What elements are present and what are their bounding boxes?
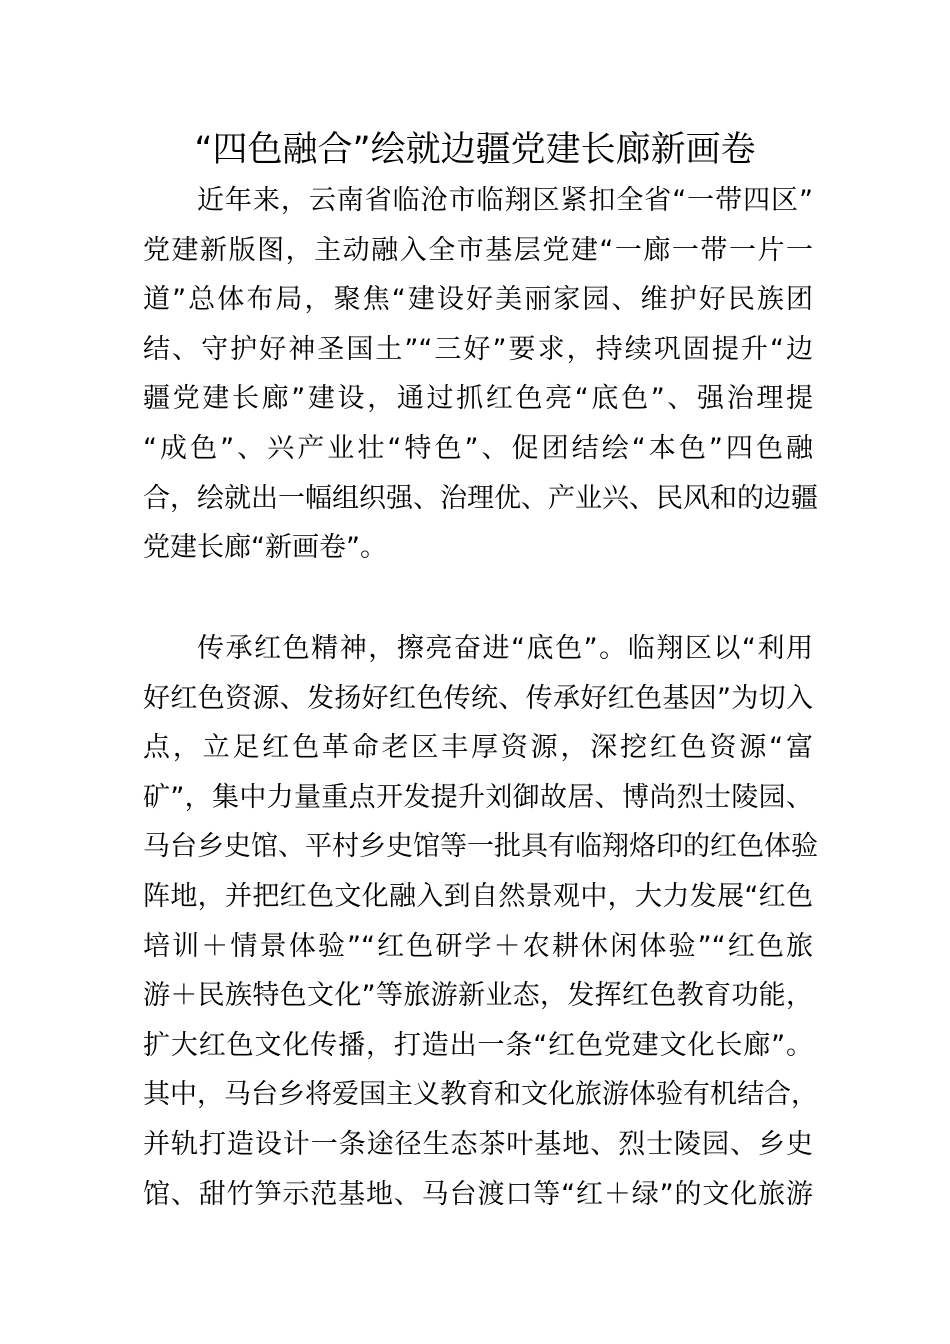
- text-line: 党建新版图，主动融入全市基层党建“一廊一带一片一: [143, 234, 813, 266]
- text-line: 道”总体布局，聚焦“建设好美丽家园、维护好民族团: [143, 284, 813, 316]
- text-line: 传承红色精神，擦亮奋进“底色”。临翔区以“利用: [197, 633, 813, 664]
- text-line: 好红色资源、发扬好红色传统、传承好红色基因”为切入: [143, 682, 813, 714]
- text-line: 其中，马台乡将爱国主义教育和文化旅游体验有机结合，: [143, 1079, 818, 1111]
- text-line: “成色”、兴产业壮“特色”、促团结绘“本色”四色融: [143, 432, 813, 464]
- text-line: 培训＋情景体验”“红色研学＋农耕休闲体验”“红色旅: [143, 930, 813, 962]
- text-line: 扩大红色文化传播，打造出一条“红色党建文化长廊”。: [143, 1029, 813, 1061]
- document-title: “四色融合”绘就边疆党建长廊新画卷: [194, 130, 756, 170]
- text-line: 阵地，并把红色文化融入到自然景观中，大力发展“红色: [143, 880, 813, 912]
- text-line: 马台乡史馆、平村乡史馆等一批具有临翔烙印的红色体验: [143, 831, 818, 863]
- text-line: 馆、甜竹笋示范基地、马台渡口等“红＋绿”的文化旅游: [143, 1178, 813, 1210]
- paragraph-intro: [143, 176, 818, 573]
- text-line: 合，绘就出一幅组织强、治理优、产业兴、民风和的边疆: [143, 482, 818, 514]
- text-line: 结、守护好神圣国土”“三好”要求，持续巩固提升“边: [143, 333, 813, 365]
- text-line: 疆党建长廊”建设，通过抓红色亮“底色”、强治理提: [143, 383, 813, 415]
- text-line: 矿”，集中力量重点开发提升刘御故居、博尚烈士陵园、: [143, 781, 813, 813]
- text-line: 点，立足红色革命老区丰厚资源，深挖红色资源“富: [143, 732, 813, 764]
- text-line: 游＋民族特色文化”等旅游新业态，发挥红色教育功能，: [143, 980, 813, 1012]
- text-line: 党建长廊“新画卷”。: [143, 532, 387, 564]
- paragraph-red-spirit: [143, 624, 818, 1219]
- text-line: 近年来，云南省临沧市临翔区紧扣全省“一带四区”: [197, 185, 813, 216]
- text-line: 并轨打造设计一条途径生态茶叶基地、烈士陵园、乡史: [143, 1128, 813, 1160]
